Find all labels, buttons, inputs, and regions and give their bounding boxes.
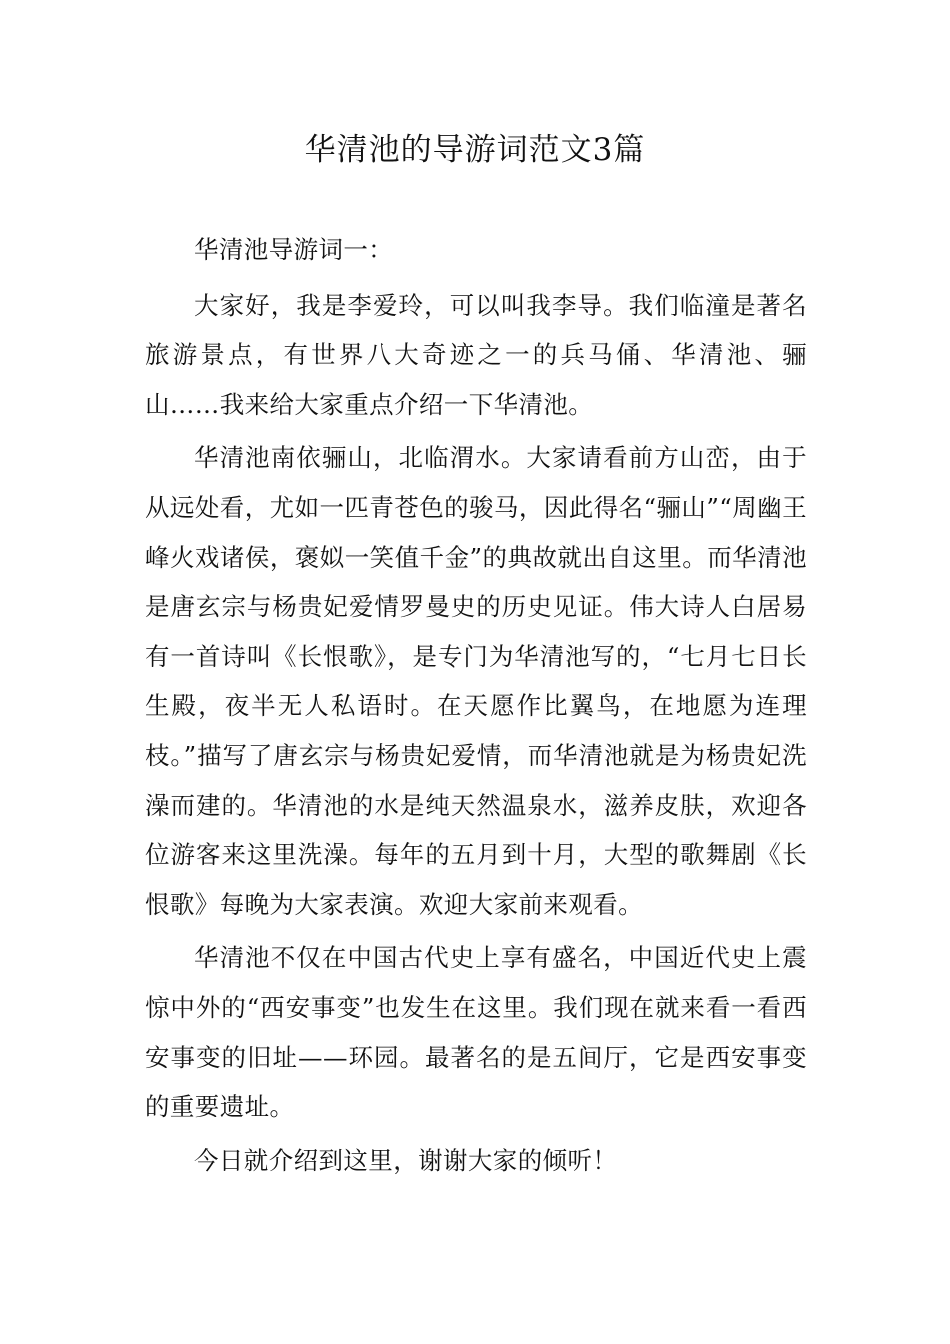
document-title: 华清池的导游词范文3篇 — [304, 132, 646, 168]
document-body — [145, 225, 807, 1189]
section-heading: 华清池导游词一： — [194, 235, 394, 264]
paragraph-intro: 大家好，我是李爱玲，可以叫我李导。我们临潼是著名旅游景点，有世界八大奇迹之一的兵马俑、华清池、骊山……我来给大家重点介绍一下华清池。 — [145, 290, 807, 419]
paragraph-closing: 今日就介绍到这里，谢谢大家的倾听！ — [194, 1145, 618, 1175]
paragraph-history: 华清池南依骊山，北临渭水。大家请看前方山峦，由于从远处看，尤如一匹青苍色的骏马，因此得名“骊山”“周幽王峰火戏诸侯，褒姒一笑值千金”的典故就出自这里。而华清池是唐玄宗与杨贵妃爱情罗曼史的历史见证。伟大诗人白居易有一首诗叫《长恨歌》，是专门为华清池写的，“七月七日长生殿，夜半无人私语时。在天愿作比翼鸟，在地愿为连理枝。”描写了唐玄宗与杨贵妃爱情，而华清池就是为杨贵妃洗澡而建的。华清池的水是纯天然温泉水，滋养皮肤，欢迎各位游客来这里洗澡。每年的五月到十月，大型的歌舞剧《长恨歌》每晚为大家表演。欢迎大家前来观看。 — [145, 443, 807, 919]
paragraph-xian-incident: 华清池不仅在中国古代史上享有盛名，中国近代史上震惊中外的“西安事变”也发生在这里。我们现在就来看一看西安事变的旧址——环园。最著名的是五间厅，它是西安事变的重要遗址。 — [145, 943, 807, 1122]
